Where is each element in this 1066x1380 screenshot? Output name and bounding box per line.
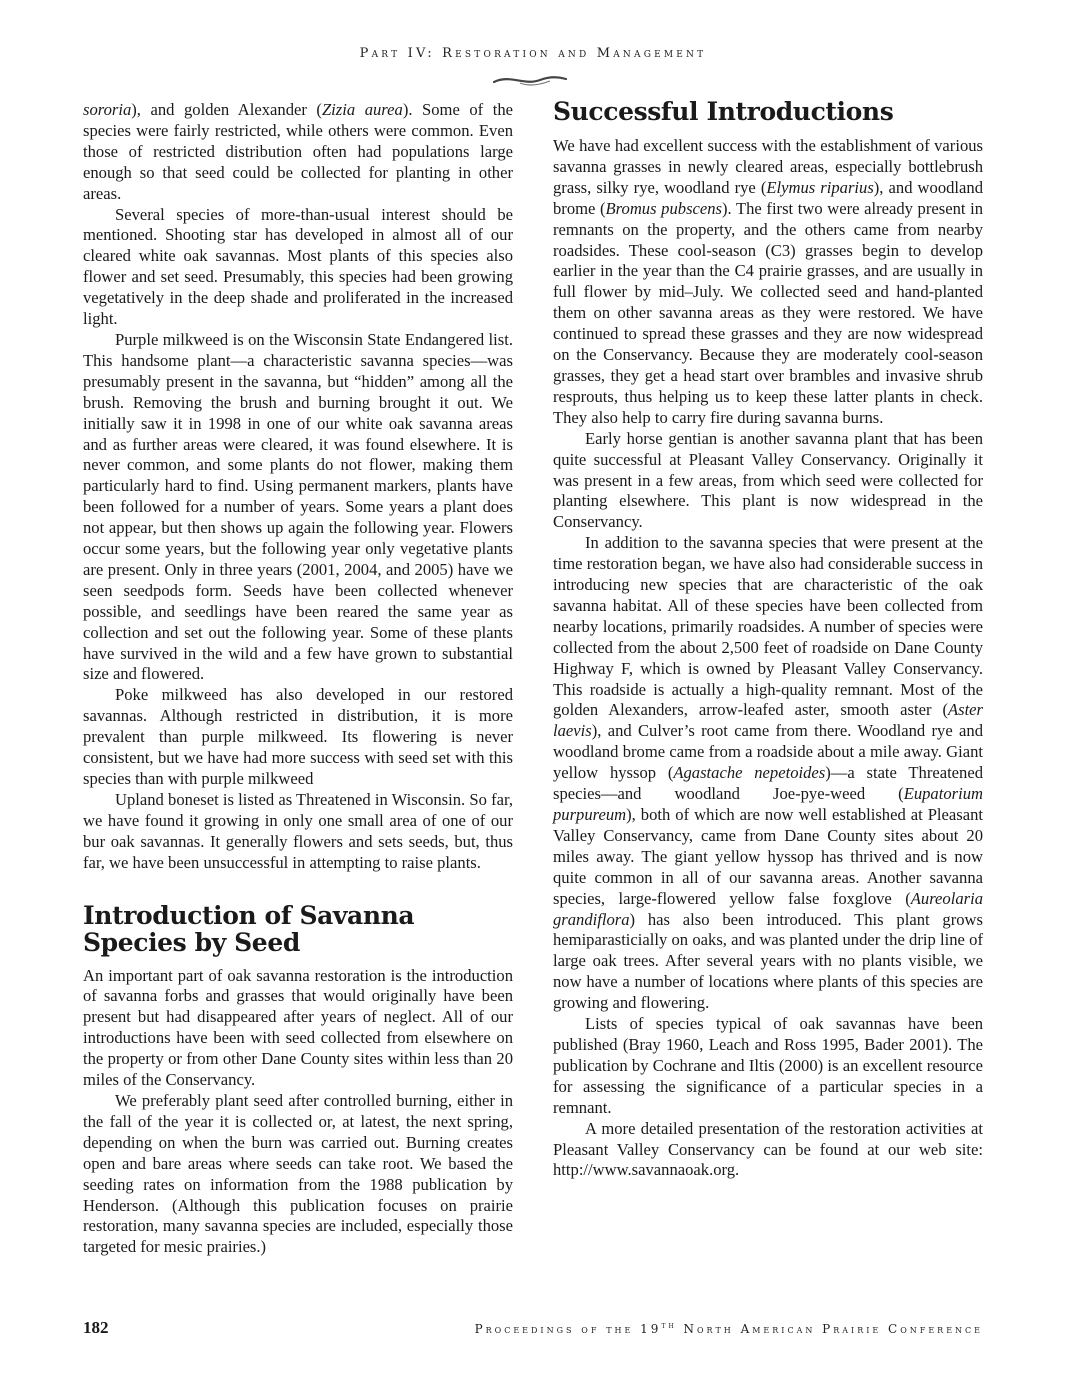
paragraph: Several species of more-than-usual interest should be mentioned. Shooting star has developed in almost all of our cleared white oak savannas. Most plants of this species also flower and set seed. Presumably, this species had been growing vegetatively in the deep shade and proliferated in the increased light. — [83, 204, 513, 329]
running-head — [0, 46, 1066, 61]
text-run: ), both of which are now well established at Pleasant Valley Conservancy, came from Dane County sites about 20 miles away. The giant yellow hyssop has thrived and is now quite common in all of our savanna areas. Another savanna species, large-flowered yellow false foxglove ( — [553, 805, 983, 908]
left-column — [83, 100, 513, 1258]
paragraph: Upland boneset is listed as Threatened in Wisconsin. So far, we have found it growing in only one small area of one of our bur oak savannas. It generally flowers and sets seeds, but, thus far, we have been unsuccessful in attempting to raise plants. — [83, 789, 513, 872]
paragraph: Poke milkweed has also developed in our restored savannas. Although restricted in distribution, it is more prevalent than purple milkweed. Its flowering is never consistent, but we have had more success with seed set with this species than with purple milkweed — [83, 685, 513, 788]
text-run: ), and Culver’s root came from there. Woodland rye and woodland brome came from a roadside about a mile away. Giant yellow hyssop ( — [553, 721, 983, 783]
paragraph: An important part of oak savanna restoration is the introduction of savanna forbs and grasses that would originally have been present but had disappeared after years of neglect. All of our introductions have been with seed collected from elsewhere on the property or from other Dane County sites within less than 20 miles of the Conservancy. — [83, 965, 513, 1090]
paragraph: We preferably plant seed after controlled burning, either in the fall of the year it is collected or, at latest, the next spring, depending on when the burn was carried out. Burning creates open and bare areas where seeds can take root. We based the seeding rates on information from the 1988 publication by Henderson. (Although this publication focuses on prairie restoration, many savanna species are included, especially those targeted for mesic prairies.) — [83, 1090, 513, 1257]
footer-title-superscript: th — [661, 1321, 677, 1330]
italic-species-name: Zizia aurea — [321, 100, 403, 119]
paragraph — [553, 136, 983, 429]
footer-title — [475, 1321, 983, 1336]
text-run: ), and golden Alexander ( — [131, 100, 322, 119]
text-run: )—a state Threatened species—and woodland Joe-pye-weed ( — [553, 763, 984, 804]
paragraph: A more detailed presentation of the restoration activities at Pleasant Valley Conservancy can be found at our web site: http://www.savannaoak.org. — [553, 1118, 983, 1180]
text-run: In addition to the savanna species that were present at the time restoration began, we have also had considerable success in introducing new species that are characteristic of the oak savanna habitat. All of these species have been collected from nearby locations, primarily roadsides. A number of species were collected from the about 2,500 feet of roadside on Dane County Highway F, which is owned by Pleasant Valley Conservancy. This roadside is actually a high-quality remnant. Most of the golden Alexanders, arrow-leafed aster, smooth aster ( — [553, 533, 983, 720]
italic-species-name: Bromus pubscens — [605, 198, 723, 218]
right-column — [553, 98, 983, 1181]
text-run: ) has also been introduced. This plant grows hemiparasticially on oaks, and was planted under the drip line of large oak trees. After several years with no plants visible, we now have a number of locations where plants of this species are growing and flowering. — [553, 909, 983, 1013]
section-heading: Successful Introductions — [553, 97, 894, 126]
paragraph — [553, 533, 983, 1014]
italic-species-name: Aureolaria grandiflora — [553, 888, 983, 929]
paragraph — [83, 100, 513, 205]
running-head-text: Part IV: Restoration and Management — [359, 46, 707, 61]
text-run: ), and woodland brome ( — [553, 177, 983, 218]
paragraph: Early horse gentian is another savanna plant that has been quite successful at Pleasant Valley Conservancy. Originally it was present in a few areas, from which seed were collected for planting elsewhere. This plant is now widespread in the Conservancy. — [553, 428, 983, 532]
italic-species-name: Agastache nepetoides — [673, 763, 826, 783]
paragraph: Lists of species typical of oak savannas have been published (Bray 1960, Leach and Ross 1995, Bader 2001). The publication by Cochrane and Iltis (2000) is an excellent resource for assessing the significance of a particular species in a remnant. — [553, 1014, 983, 1117]
paragraph: Purple milkweed is on the Wisconsin State Endangered list. This handsome plant—a characteristic savanna species—was presumably present in the savanna, but “hidden” among all the brush. Removing the brush and burning brought it out. We initially saw it in 1998 in one of our white oak savanna areas and as further areas were cleared, it was found elsewhere. It is never common, and some plants do not flower, making them particularly hard to find. Using permanent markers, plants have been followed for a number of years. Some years a plant does not appear, but then shows up again the following year. Flowers occur some years, but the following year only vegetative plants are present. Only in three years (2001, 2004, and 2005) have we seen seedpods form. Seeds have been collected whenever possible, and seedlings have been reared the same year as collection and set out the following year. Some of these plants have survived in the wild and a few have grown to substantial size and flowered. — [83, 329, 513, 684]
footer-title-text: Proceedings of the 19 — [474, 1322, 662, 1336]
text-run: We have had excellent success with the establishment of various savanna grasses in newly cleared areas, especially bottlebrush grass, silky rye, woodland rye ( — [553, 136, 983, 197]
text-run: ). The first two were already present in remnants on the property, and the others came from nearby roadsides. These cool-season (C3) grasses begin to develop earlier in the year than the C4 prairie grasses, and are usually in full flower by mid–July. We collected seed and hand-planted them on other savanna areas as they were restored. We have continued to spread these grasses and they are now widespread on the Conservancy. Because they are moderately cool-season grasses, they get a head start over brambles and invasive shrub resprouts, thus helping us to keep these latter plants in check. They also help to carry fire during savanna burns. — [553, 198, 983, 427]
section-heading: Introduction of Savanna Species by Seed — [83, 900, 415, 957]
italic-species-name: Aster laevis — [553, 700, 983, 741]
footer-title-text: North American Prairie Conference — [676, 1322, 983, 1336]
italic-species-name: sororia — [83, 100, 132, 119]
text-run: ). Some of the species were fairly restricted, while others were common. Even those of restricted distribution often had populations large enough so that seed could be collected for planting in other areas. — [83, 100, 514, 203]
italic-species-name: Eupatorium purpureum — [553, 784, 983, 824]
ornament-flourish-icon — [490, 72, 570, 88]
italic-species-name: Elymus riparius — [766, 177, 874, 197]
page-number: 182 — [83, 1318, 109, 1337]
